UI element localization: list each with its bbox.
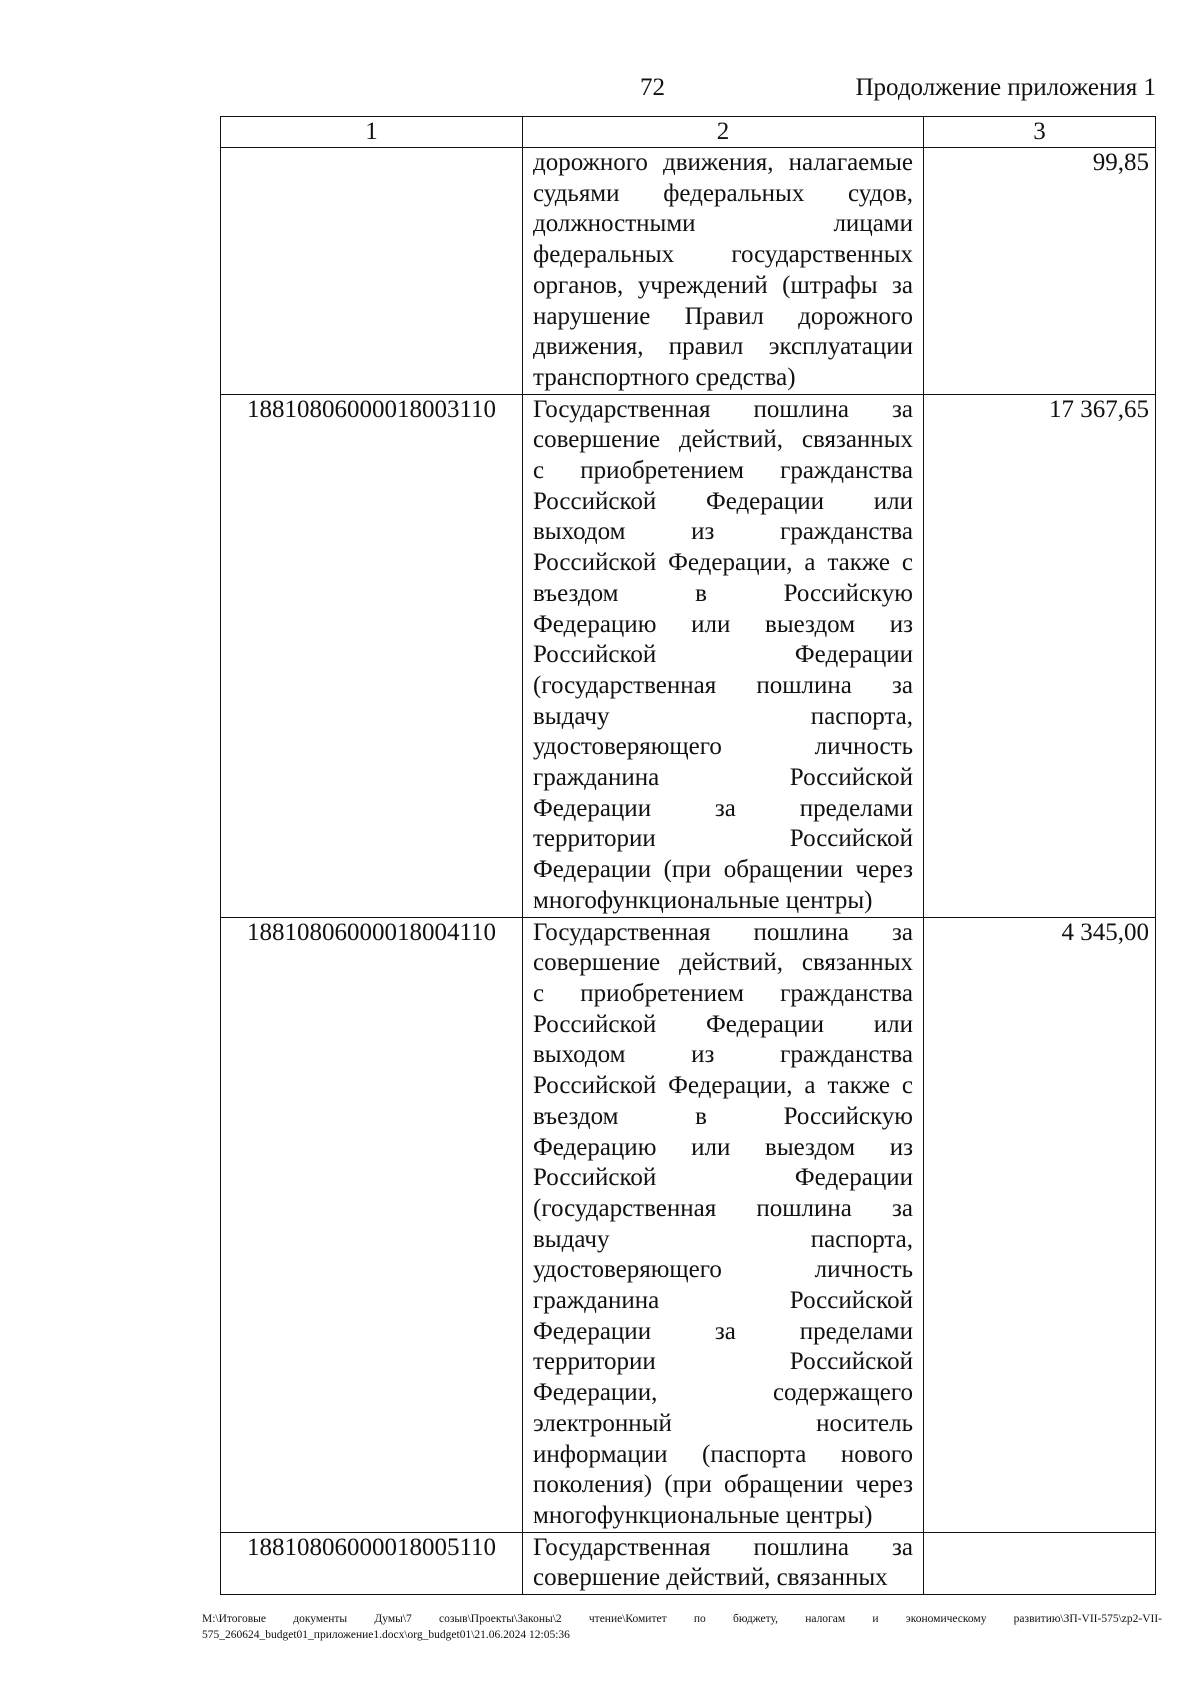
description-line: Федерации, содержащего	[533, 1379, 913, 1407]
description-line: территории Российской	[533, 1348, 913, 1376]
description-line: Российской Федерации	[533, 1164, 913, 1192]
description-line: дорожного движения, налагаемые	[533, 149, 913, 176]
description-line: с приобретением гражданства	[533, 457, 913, 485]
description-line: въездом в Российскую	[533, 1102, 913, 1130]
description-line: с приобретением гражданства	[533, 979, 913, 1007]
description-line: Государственная пошлина за	[533, 1533, 913, 1561]
description-line: Федерацию или выездом из	[533, 610, 913, 638]
column-header-3: 3	[924, 117, 1156, 148]
description-line: информации (паспорта нового	[533, 1440, 913, 1468]
description-line: выдачу паспорта,	[533, 702, 913, 730]
amount-cell: 99,85	[924, 148, 1156, 395]
description-line: Федерации (при обращении через	[533, 856, 913, 884]
description-line: транспортного средства)	[533, 363, 796, 391]
description-line: поколения) (при обращении через	[533, 1471, 913, 1499]
description-line: гражданина Российской	[533, 1287, 913, 1315]
table-header-row	[221, 117, 1156, 148]
page-number: 72	[640, 74, 665, 101]
description-line: Российской Федерации, а также с	[533, 1072, 913, 1100]
table-row	[221, 148, 1156, 395]
description-line: органов, учреждений (штрафы за	[533, 271, 913, 299]
description-line: территории Российской	[533, 825, 913, 853]
description-line: движения, правил эксплуатации	[533, 333, 913, 361]
description-line: должностными лицами	[533, 210, 913, 238]
description-line: Российской Федерации или	[533, 487, 913, 515]
description-line: нарушение Правил дорожного	[533, 302, 913, 330]
budget-code-cell: 18810806000018004110	[221, 917, 523, 1532]
description-line: федеральных государственных	[533, 241, 913, 269]
budget-code-cell: 18810806000018003110	[221, 394, 523, 917]
column-header-1: 1	[221, 117, 523, 148]
description-line: судьями федеральных судов,	[533, 179, 913, 207]
description-line: Российской Федерации, а также с	[533, 549, 913, 577]
description-line: совершение действий, связанных	[533, 949, 913, 977]
description-line: Российской Федерации или	[533, 1010, 913, 1038]
description-line: удостоверяющего личность	[533, 1256, 913, 1284]
revenue-description-cell	[523, 148, 924, 395]
amount-cell: 17 367,65	[924, 394, 1156, 917]
file-path-footer: M:\Итоговые документы Думы\7 созыв\Проекты\Законы\2 чтение\Комитет по бюджету, налогам и экономическому развитию\ЗП-VII-575\zp2-VII-575_260624_budget01_приложение1.docx\org_budget01\21.06.2024 12:05:36	[202, 1613, 1162, 1641]
amount-cell: 4 345,00	[924, 917, 1156, 1532]
description-line: совершение действий, связанных	[533, 426, 913, 454]
revenue-description-cell	[523, 917, 924, 1532]
table-row	[221, 917, 1156, 1532]
continuation-label: Продолжение приложения 1	[855, 74, 1156, 101]
table-row	[221, 1532, 1156, 1594]
table-row	[221, 394, 1156, 917]
description-line: выходом из гражданства	[533, 518, 913, 546]
description-line: многофункциональные центры)	[533, 1501, 873, 1529]
description-line: выходом из гражданства	[533, 1041, 913, 1069]
budget-code-cell: 18810806000018005110	[221, 1532, 523, 1594]
description-line: Государственная пошлина за	[533, 395, 913, 423]
description-line: Федерации за пределами	[533, 1317, 913, 1345]
description-line: Государственная пошлина за	[533, 918, 913, 946]
budget-table	[220, 116, 1156, 1595]
description-line: (государственная пошлина за	[533, 1194, 913, 1222]
description-line: совершение действий, связанных	[533, 1564, 888, 1592]
column-header-2: 2	[523, 117, 924, 148]
description-line: выдачу паспорта,	[533, 1225, 913, 1253]
table-body	[221, 148, 1156, 1595]
description-line: (государственная пошлина за	[533, 671, 913, 699]
description-line: удостоверяющего личность	[533, 733, 913, 761]
revenue-description-cell	[523, 394, 924, 917]
amount-cell	[924, 1532, 1156, 1594]
description-line: гражданина Российской	[533, 764, 913, 792]
description-line: въездом в Российскую	[533, 579, 913, 607]
description-line: многофункциональные центры)	[533, 886, 873, 914]
budget-code-cell	[221, 148, 523, 395]
description-line: Федерации за пределами	[533, 794, 913, 822]
description-line: Федерацию или выездом из	[533, 1133, 913, 1161]
revenue-description-cell	[523, 1532, 924, 1594]
description-line: электронный носитель	[533, 1409, 913, 1437]
description-line: Российской Федерации	[533, 641, 913, 669]
